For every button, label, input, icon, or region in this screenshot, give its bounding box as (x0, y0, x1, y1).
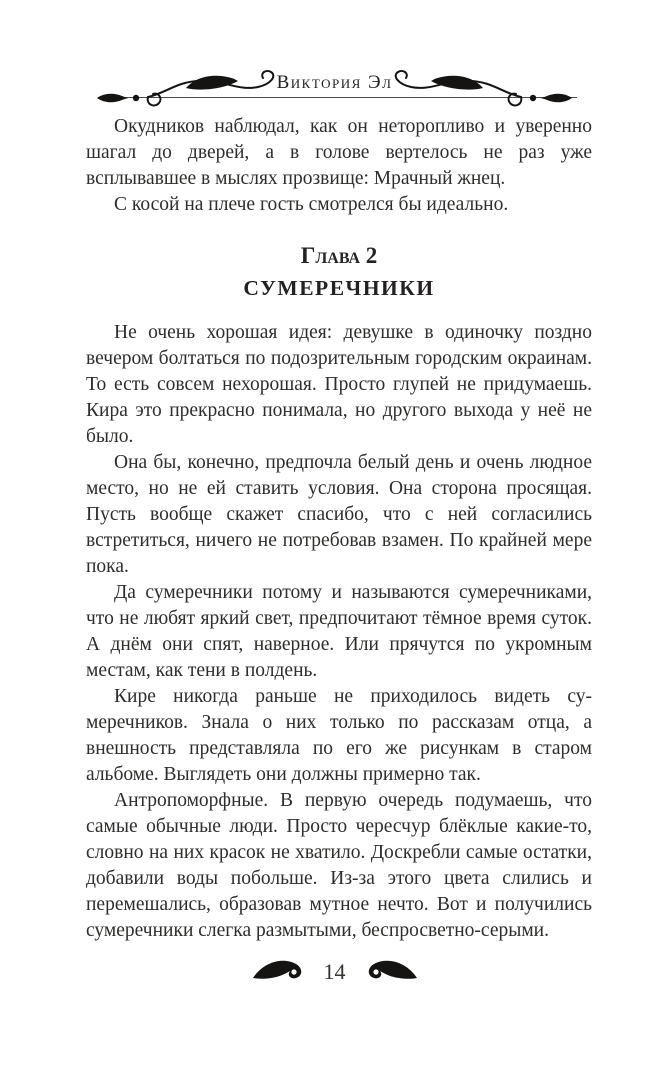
paragraph: Да сумеречники потому и называются сумеречниками, что не любят яркий свет, предпочитают тёмное время суток. А днём они спят, наверное. Или прячутся по укромным местам, как тени в полдень. (86, 582, 592, 681)
running-header (0, 58, 669, 104)
page-number: 14 (323, 958, 346, 984)
header-author-title: Виктория Эл (276, 72, 393, 93)
chapter-title: СУМЕРЕЧНИКИ (243, 276, 435, 300)
paragraph: С косой на плече гость смотрелся бы идеально. (114, 194, 509, 215)
paragraph: Кире никогда раньше не приходилось видеть сумеречников. Знала о них только по рассказам отца, а внешность представляла по его же рисункам в старом альбоме. Выглядеть они должны примерно так. (86, 686, 592, 785)
footer-flourish-right-icon (362, 952, 420, 991)
paragraph: Антропоморфные. В первую очередь подумаешь, что самые обычные люди. Просто чересчур блёклые какие-то, словно на них красок не хватило. Доскребли самые остатки, добавили воды побольше. Из-за этого цвета слились и перемешались, образовав мутное нечто. Вот и получились сумеречники слегка размытыми, беспросветно-серыми. (86, 790, 592, 941)
chapter-number: Глава 2 (300, 243, 378, 268)
page-text (86, 114, 592, 944)
paragraph: Не очень хорошая идея: девушке в одиночку поздно вечером болтаться по подозрительным городским окраинам. То есть совсем нехорошая. Просто глупей не придумаешь. Кира это прекрасно понимала, но другого выхода у неё не было. (86, 322, 592, 447)
paragraph: Окудников наблюдал, как он неторопливо и уверенно шагал до дверей, а в голове вертелось не раз уже всплывавшее в мыслях прозвище: Мрачный жнец. (86, 116, 592, 189)
page-footer (0, 952, 669, 991)
footer-flourish-left-icon (250, 952, 308, 991)
paragraph: Она бы, конечно, предпочла белый день и очень людное место, но не ей ставить условия. Она сторона просящая. Пусть вообще скажет спасибо, что с ней согласились встретиться, ничего не потребовав взамен. По крайней мере пока. (86, 452, 592, 577)
chapter-heading (86, 240, 592, 304)
